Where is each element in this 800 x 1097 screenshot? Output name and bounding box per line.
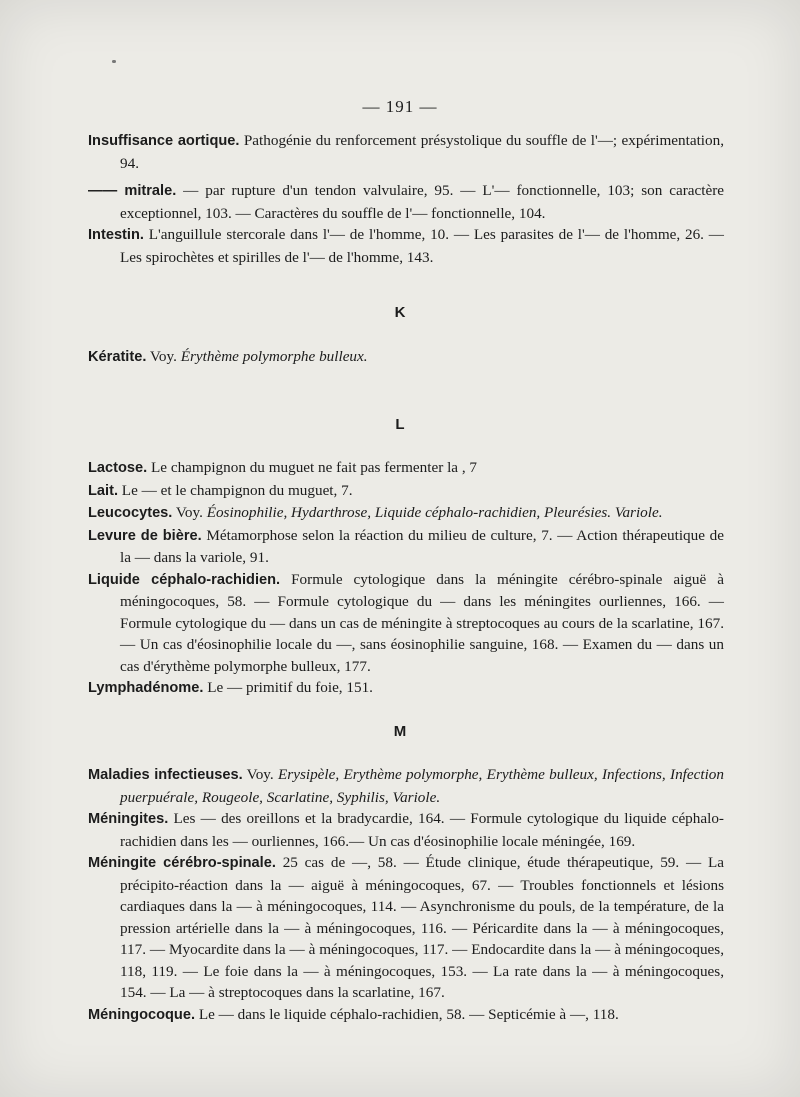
page-number: — 191 —	[362, 97, 438, 116]
entry-headword: Lactose.	[88, 460, 148, 476]
entry-headword: Lymphadénome.	[88, 680, 204, 696]
entry-text: Le — dans le liquide céphalo-rachidien, 58. — Septicémie à —, 118.	[195, 1005, 619, 1023]
index-entry-leucocytes	[88, 502, 724, 525]
entry-text: Le — et le champignon du muguet, 7.	[118, 481, 353, 499]
entry-crossref: Érythème polymorphe bulleux.	[180, 348, 368, 365]
section-i	[88, 130, 724, 268]
print-speck	[112, 60, 116, 63]
entry-text: — par rupture d'un tendon valvulaire, 95. — L'— fonctionnelle, 103; son caractère exceptionnel, 103. — Caractères du souffle de l'— fonctionnelle, 104.	[120, 182, 725, 222]
entry-text: 25 cas de —, 58. — Étude clinique, étude thérapeutique, 59. — La précipito-réaction dans la — aiguë à méningocoques, 67. — Troubles fonctionnels et lésions cardiaques dans la — à méningocoques, 114. — Asynchronisme du pouls, de la température, de la pression artérielle dans la — à méningocoques, 116. — Péricardite dans la — à méningocoques, 117. — Myocardite dans la — à méningocoques, 117. — Endocardite dans la — à méningocoques, 118, 119. — Le foie dans la — à méningocoques, 153. — La rate dans la — à méningocoques, 154. — La — à streptocoques dans la scarlatine, 167.	[120, 854, 724, 1001]
entry-crossref: Erysipèle, Erythème polymorphe, Erythème bulleux, Infections, Infection puerpuérale, Rougeole, Scarlatine, Syphilis, Variole.	[120, 766, 724, 806]
section-k	[88, 346, 724, 369]
index-entry-lymphadenome	[88, 677, 724, 700]
entry-text: Voy.	[172, 504, 207, 521]
index-entry-levure-de-biere	[88, 525, 724, 569]
entry-headword: Méningocoque.	[88, 1006, 196, 1023]
entry-headword: Levure de bière.	[88, 527, 202, 544]
section-letter-l: L	[395, 416, 405, 433]
entry-text: Les — des oreillons et la bradycardie, 164. — Formule cytologique du liquide céphalo-rachidien dans les — ourliennes, 166.— Un cas d'éosinophilie locale méningée, 169.	[120, 810, 724, 850]
entry-headword: Maladies infectieuses.	[88, 767, 243, 783]
entry-text: Voy.	[242, 766, 279, 783]
entry-text: Voy.	[146, 348, 181, 365]
entry-crossref: Éosinophilie, Hydarthrose, Liquide céphalo-rachidien, Pleurésies. Variole.	[206, 504, 663, 521]
entry-text: L'anguillule stercorale dans l'— de l'homme, 10. — Les parasites de l'— de l'homme, 26. — Les spirochètes et spirilles de l'— de l'homme, 143.	[120, 226, 724, 266]
index-entry-liquide-cephalo-rachidien	[88, 569, 724, 678]
entry-text: Pathogénie du renforcement présystolique du souffle de l'—; expérimentation, 94.	[120, 132, 724, 172]
section-letter-m: M	[393, 723, 407, 740]
index-entry-mitrale	[88, 180, 724, 224]
section-letter-k: K	[394, 304, 406, 321]
entry-headword: Liquide céphalo-rachidien.	[88, 571, 281, 588]
index-entry-meningocoque	[88, 1004, 724, 1027]
entry-headword: Leucocytes.	[88, 505, 173, 521]
index-entry-meningite-cerebro-spinale	[88, 852, 724, 1004]
entry-text: Métamorphose selon la réaction du milieu de culture, 7. — Action thérapeutique de la — dans la variole, 91.	[120, 526, 724, 566]
entry-text: Le — primitif du foie, 151.	[203, 679, 373, 696]
entry-headword: Kératite.	[88, 349, 147, 365]
entry-headword: Lait.	[88, 482, 118, 499]
entry-text: Formule cytologique dans la méningite cérébro-spinale aiguë à méningocoques, 58. — Formule cytologique du — dans les méningites ourliennes, 166. — Formule cytologique du — dans un cas de méningite à streptocoques au cours de la scarlatine, 167. — Un cas d'éosinophilie locale du —, sans éosinophilie sanguine, 168. — Examen du — dans un cas d'érythème polymorphe bulleux, 177.	[120, 570, 725, 675]
entry-headword: Intestin.	[88, 227, 144, 243]
index-entry-intestin	[88, 224, 724, 268]
entry-headword: Insuffisance aortique.	[88, 133, 240, 149]
index-entry-lait	[88, 480, 724, 503]
index-entry-maladies-infectieuses	[88, 764, 724, 808]
entry-headword: Méningite cérébro-spinale.	[88, 855, 276, 871]
index-entry-lactose	[88, 457, 724, 480]
entry-text: Le champignon du muguet ne fait pas fermenter la , 7	[147, 459, 478, 476]
index-entry-meningites	[88, 808, 724, 852]
entry-headword: Méningites.	[88, 811, 169, 827]
section-m	[88, 764, 724, 1026]
index-entry-insuffisance-aortique	[88, 130, 724, 174]
index-entry-keratite	[88, 346, 724, 369]
section-l	[88, 457, 724, 700]
entry-headword: —— mitrale.	[88, 183, 177, 199]
